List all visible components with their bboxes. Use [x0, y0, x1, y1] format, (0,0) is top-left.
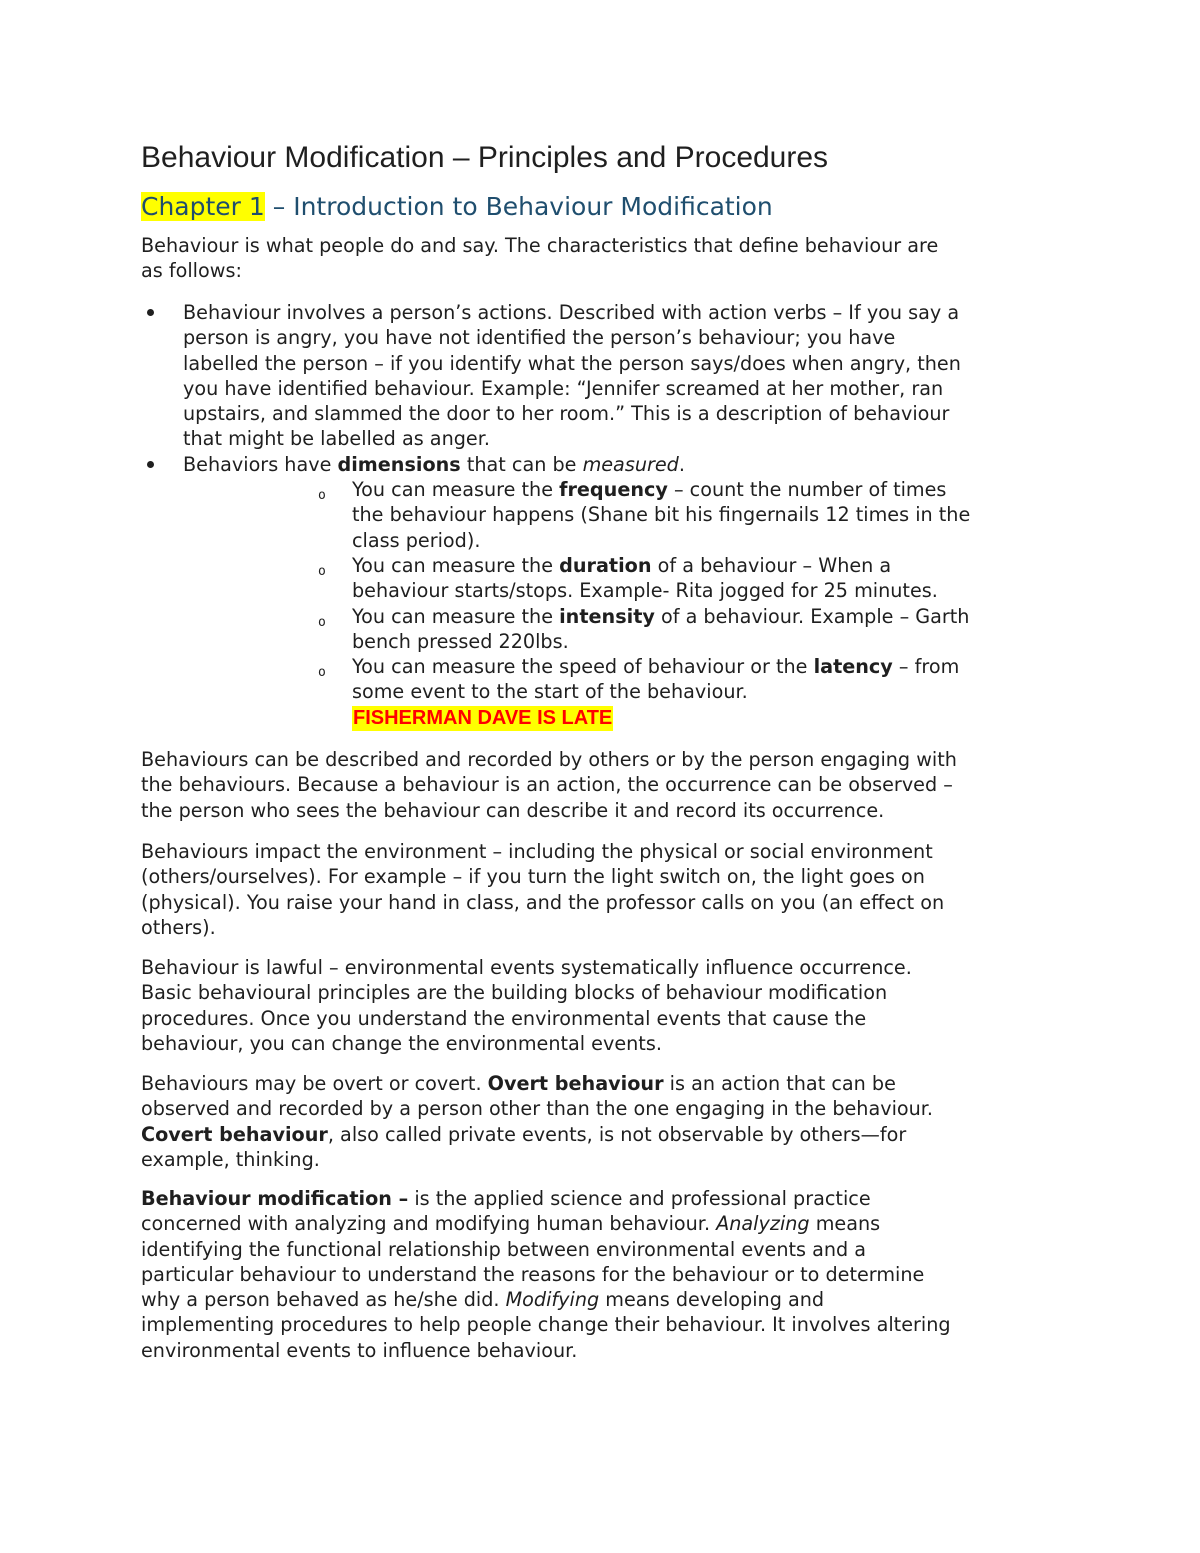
text-run: You can measure the [352, 553, 560, 577]
text-run: labelled the person – if you identify what the person says/does when angry, then [183, 351, 961, 375]
highlighted-callout: FISHERMAN DAVE IS LATE [353, 706, 613, 729]
text-run: Modifying [505, 1288, 600, 1312]
intro-paragraph [141, 233, 1071, 284]
text-run [352, 604, 1081, 629]
text-run: upstairs, and slammed the door to her room.” This is a description of behaviour [183, 402, 950, 426]
text-run: means [809, 1212, 881, 1236]
text-run: intensity [559, 604, 655, 628]
text-run: some event to the start of the behaviour. [352, 680, 748, 704]
text-run: the behaviour happens (Shane bit his fingernails 12 times in the [352, 503, 971, 527]
bullet-icon [147, 309, 154, 316]
chapter-heading [141, 192, 773, 221]
text-run [352, 477, 1081, 502]
text-run: – count the number of times [667, 478, 947, 502]
text-run: you have identified behaviour. Example: “Jennifer screamed at her mother, ran [183, 376, 944, 400]
paragraph-impact [141, 839, 1071, 940]
text-run: Behaviours can be described and recorded by others or by the person engaging with [141, 748, 957, 771]
text-run: Behaviors have [183, 452, 338, 476]
text-run: dimensions [337, 452, 461, 476]
paragraph-behaviour-modification [141, 1186, 1071, 1363]
text-run: Behaviour modification – [141, 1187, 409, 1210]
text-run: example, thinking. [141, 1147, 320, 1171]
text-run: duration [559, 553, 652, 577]
text-run: that can be [460, 452, 583, 476]
dimensions-sub-list [141, 477, 1081, 731]
text-run: person is angry, you have not identified the person’s behaviour; you have [183, 326, 896, 350]
text-run: Basic behavioural principles are the building blocks of behaviour modification [141, 981, 888, 1005]
text-run: , also called private events, is not observable by others—for [327, 1122, 907, 1146]
text-run: means developing and [599, 1288, 825, 1312]
sub-list-item [141, 553, 1081, 604]
text-run: is the applied science and professional practice [408, 1187, 871, 1210]
text-run: bench pressed 220lbs. [352, 629, 569, 653]
text-run: . [678, 452, 685, 476]
sub-list-container [141, 477, 1081, 731]
hollow-bullet-icon: o [318, 614, 326, 630]
text-run: the behaviours. Because a behaviour is an action, the occurrence can be observed – [141, 773, 953, 797]
hollow-bullet-icon: o [318, 563, 326, 579]
text-run: behaviour, you can change the environmental events. [141, 1031, 662, 1055]
list-item [141, 452, 1081, 477]
text-run: latency [813, 655, 893, 679]
text-run: identifying the functional relationship between environmental events and a [141, 1237, 867, 1261]
text-run: Analyzing [716, 1212, 810, 1236]
text-run: Behaviour is lawful – environmental events systematically influence occurrence. [141, 956, 912, 979]
list-item [141, 300, 1081, 452]
text-run [183, 452, 1081, 477]
hollow-bullet-icon: o [318, 665, 326, 681]
text-run [141, 1122, 1071, 1147]
chapter-title: – Introduction to Behaviour Modification [264, 192, 773, 221]
text-run: You can measure the [352, 604, 560, 628]
text-run: frequency [559, 478, 668, 502]
text-run: Behaviours may be overt or covert. [141, 1072, 488, 1095]
text-run: Covert behaviour [141, 1122, 328, 1146]
text-run: (physical). You raise your hand in class, and the professor calls on you (an effect on [141, 890, 945, 914]
text-run [352, 553, 1081, 578]
text-run: procedures. Once you understand the environmental events that cause the [141, 1006, 867, 1030]
paragraph-recording [141, 747, 1071, 823]
text-run: class period). [352, 528, 481, 552]
text-run: behaviour starts/stops. Example- Rita jogged for 25 minutes. [352, 579, 938, 603]
text-run: that might be labelled as anger. [183, 427, 490, 451]
hollow-bullet-icon: o [318, 488, 326, 504]
text-run: Overt behaviour [487, 1072, 664, 1095]
text-run [141, 1186, 1071, 1211]
text-run: why a person behaved as he/she did. [141, 1288, 506, 1312]
text-run: You can measure the speed of behaviour or the [352, 655, 814, 679]
paragraph-overt-covert [141, 1071, 1071, 1172]
document-title: Behaviour Modification – Principles and Procedures [141, 141, 829, 174]
characteristics-list [141, 300, 1081, 731]
text-run: Behaviour involves a person’s actions. Described with action verbs – If you say a [183, 301, 960, 324]
text-run: of a behaviour. Example – Garth [654, 604, 970, 628]
text-run: the person who sees the behaviour can describe it and record its occurrence. [141, 798, 885, 822]
sub-list-item [141, 604, 1081, 655]
text-run: concerned with analyzing and modifying human behaviour. [141, 1212, 717, 1236]
text-run: measured [582, 452, 679, 476]
text-run: as follows: [141, 259, 242, 283]
text-run: observed and recorded by a person other than the one engaging in the behaviour. [141, 1097, 934, 1121]
text-run: You can measure the [352, 478, 560, 502]
text-run: (others/ourselves). For example – if you turn the light switch on, the light goes on [141, 865, 925, 889]
text-run: Behaviours impact the environment – including the physical or social environment [141, 840, 933, 863]
text-run: – from [892, 655, 960, 679]
text-run [141, 1287, 1071, 1312]
text-run: Behaviour is what people do and say. The characteristics that define behaviour are [141, 234, 939, 257]
text-run [141, 1211, 1071, 1236]
text-run: environmental events to influence behaviour. [141, 1338, 578, 1362]
text-run: implementing procedures to help people change their behaviour. It involves altering [141, 1313, 951, 1337]
bullet-icon [147, 461, 154, 468]
chapter-label: Chapter 1 [141, 192, 265, 221]
text-run: particular behaviour to understand the reasons for the behaviour or to determine [141, 1262, 925, 1286]
paragraph-lawful [141, 955, 1071, 1056]
text-run [352, 654, 1081, 679]
sub-list-item [141, 654, 1081, 731]
text-run: others). [141, 915, 216, 939]
text-run [352, 705, 1081, 731]
text-run: is an action that can be [663, 1072, 896, 1095]
text-run: of a behaviour – When a [651, 553, 892, 577]
sub-list-item [141, 477, 1081, 553]
text-run [141, 1071, 1071, 1096]
